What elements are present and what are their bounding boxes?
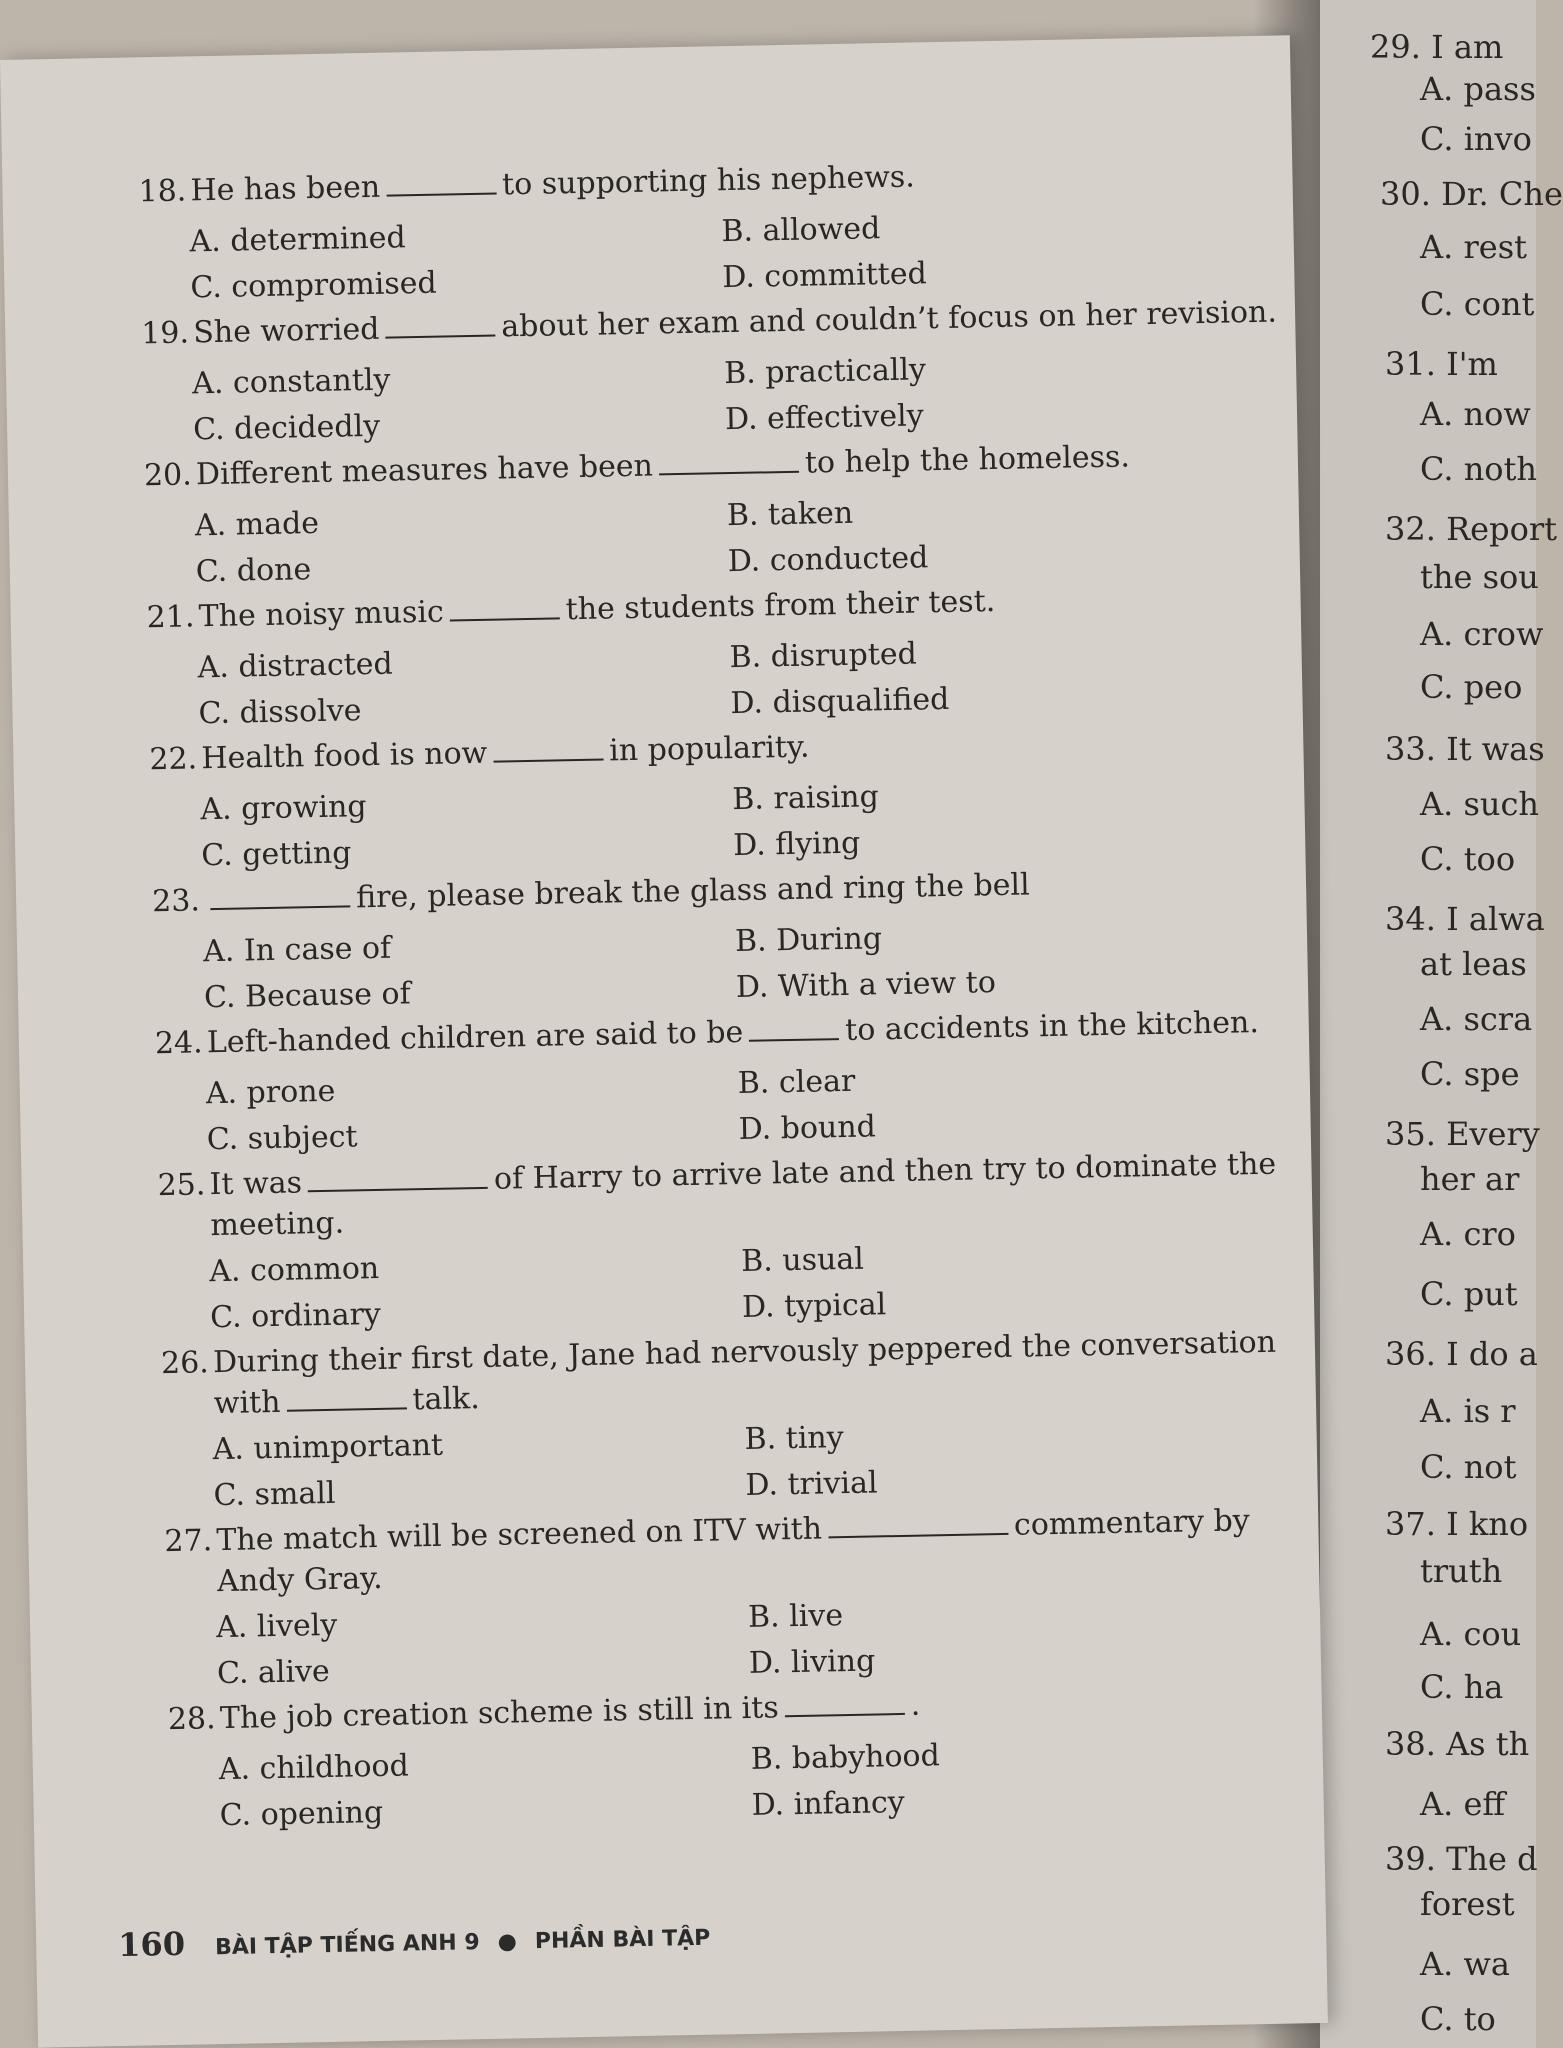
right-page-line: A. rest xyxy=(1420,228,1527,266)
answer-blank[interactable] xyxy=(386,171,496,197)
question-number: 25. xyxy=(157,1167,206,1204)
question-number: 21. xyxy=(146,599,195,636)
question-text: talk. xyxy=(412,1381,481,1418)
right-page-line: C. peo xyxy=(1420,668,1523,706)
option-c[interactable]: C. compromised xyxy=(190,265,437,306)
question-number: 27. xyxy=(164,1523,213,1560)
question-text: The noisy music xyxy=(198,594,445,635)
option-d[interactable]: D. committed xyxy=(721,256,928,296)
right-page-line: her ar xyxy=(1420,1160,1520,1198)
option-b[interactable]: B. practically xyxy=(723,352,927,392)
answer-blank[interactable] xyxy=(385,313,495,339)
question-text: During their first date, Jane had nervously peppered the conversation xyxy=(212,1324,1277,1381)
right-page-line: C. noth xyxy=(1420,450,1538,488)
question-text: Different measures have been xyxy=(195,448,654,493)
question-continuation xyxy=(213,1381,480,1421)
section-title: PHẦN BÀI TẬP xyxy=(534,1925,711,1955)
option-c[interactable]: C. dissolve xyxy=(198,693,362,732)
option-b[interactable]: B. taken xyxy=(726,495,854,534)
bullet-separator: ● xyxy=(497,1929,518,1955)
right-page-line: C. too xyxy=(1420,840,1516,878)
right-page-line: C. spe xyxy=(1420,1055,1520,1093)
right-page-line: C. ha xyxy=(1420,1668,1504,1706)
right-page-line: A. eff xyxy=(1420,1785,1506,1823)
question-text: Left-handed children are said to be xyxy=(206,1014,744,1061)
question-24 xyxy=(154,1005,1260,1062)
right-page-line: the sou xyxy=(1420,558,1539,596)
question-number: 23. xyxy=(151,883,201,920)
option-b[interactable]: B. usual xyxy=(740,1241,865,1279)
option-c[interactable]: C. done xyxy=(195,552,312,590)
option-b[interactable]: B. raising xyxy=(731,779,880,818)
right-page-line: C. to xyxy=(1420,2000,1496,2038)
page-number: 160 xyxy=(117,1924,186,1965)
answer-blank[interactable] xyxy=(493,737,603,763)
question-text: Health food is now xyxy=(201,735,488,777)
question-continuation: Andy Gray. xyxy=(216,1560,383,1600)
right-page-line: 34. I alwa xyxy=(1385,900,1545,938)
option-a[interactable]: A. growing xyxy=(200,789,367,828)
right-page-line: A. pass xyxy=(1420,70,1536,108)
right-page-line: 35. Every xyxy=(1385,1115,1540,1153)
question-28 xyxy=(167,1687,921,1738)
question-text: It was xyxy=(209,1165,303,1203)
question-text: the students from their test. xyxy=(565,583,996,628)
answer-blank[interactable] xyxy=(449,595,559,621)
question-number: 20. xyxy=(143,457,193,494)
option-b[interactable]: B. tiny xyxy=(744,1420,844,1457)
option-a[interactable]: A. childhood xyxy=(218,1748,410,1788)
question-number: 26. xyxy=(160,1345,210,1382)
option-d[interactable]: D. infancy xyxy=(751,1784,906,1823)
option-c[interactable]: C. getting xyxy=(200,835,352,874)
question-number: 24. xyxy=(154,1025,203,1062)
question-text: to supporting his nephews. xyxy=(501,159,916,203)
question-text: The job creation scheme is still in its xyxy=(219,1690,780,1737)
option-c[interactable]: C. ordinary xyxy=(209,1296,382,1336)
right-page-line: 33. It was xyxy=(1385,730,1545,768)
option-a[interactable]: A. common xyxy=(208,1250,380,1290)
question-23 xyxy=(151,867,1031,920)
right-page-line: A. scra xyxy=(1420,1000,1533,1038)
option-d[interactable]: D. flying xyxy=(732,825,861,864)
right-page-line: C. not xyxy=(1420,1448,1517,1486)
question-text: fire, please break the glass and ring the bell xyxy=(355,867,1031,916)
right-page-line: A. now xyxy=(1420,395,1531,433)
right-page-line: C. cont xyxy=(1420,285,1535,323)
right-page-line: 29. I am xyxy=(1370,28,1504,66)
option-c[interactable]: C. Because of xyxy=(203,976,411,1016)
option-a[interactable]: A. constantly xyxy=(191,362,391,402)
question-27 xyxy=(164,1503,1251,1560)
right-page-line: A. such xyxy=(1420,785,1540,823)
right-page-line: truth xyxy=(1420,1552,1503,1590)
option-b[interactable]: B. live xyxy=(747,1598,844,1635)
right-page-line: 32. Report xyxy=(1385,510,1557,548)
option-d[interactable]: D. With a view to xyxy=(735,965,997,1006)
option-a[interactable]: A. determined xyxy=(189,220,406,260)
answer-blank[interactable] xyxy=(210,883,350,910)
answer-blank[interactable] xyxy=(828,1511,1008,1538)
page-footer xyxy=(118,1915,711,1964)
question-text: She worried xyxy=(192,311,380,351)
option-c[interactable]: C. alive xyxy=(216,1653,331,1692)
question-continuation: meeting. xyxy=(210,1205,345,1244)
question-text: . xyxy=(910,1687,921,1723)
option-b[interactable]: B. During xyxy=(734,921,883,960)
answer-blank[interactable] xyxy=(286,1385,406,1411)
question-text: He has been xyxy=(190,169,381,209)
right-page-line: 30. Dr. Che xyxy=(1380,175,1563,213)
question-text: in popularity. xyxy=(608,729,810,769)
option-d[interactable]: D. disqualified xyxy=(730,681,950,722)
right-page-line: 36. I do a xyxy=(1385,1335,1538,1373)
option-d[interactable]: D. typical xyxy=(741,1287,887,1325)
question-number: 22. xyxy=(149,741,198,778)
question-text: of Harry to arrive late and then try to dominate the xyxy=(493,1146,1277,1197)
right-page-line: A. is r xyxy=(1420,1392,1516,1430)
question-text: The match will be screened on ITV with xyxy=(216,1511,823,1559)
option-a[interactable]: A. lively xyxy=(215,1607,338,1646)
option-a[interactable]: A. unimportant xyxy=(212,1427,444,1468)
right-page-line: C. put xyxy=(1420,1275,1518,1313)
answer-blank[interactable] xyxy=(749,1016,839,1042)
answer-blank[interactable] xyxy=(308,1165,488,1192)
question-text: commentary by xyxy=(1013,1503,1251,1543)
option-c[interactable]: C. small xyxy=(213,1475,336,1514)
answer-blank[interactable] xyxy=(784,1691,904,1717)
right-page xyxy=(1320,0,1563,2048)
question-text: about her exam and couldn’t focus on her revision. xyxy=(501,294,1278,345)
right-page-line: 37. I kno xyxy=(1385,1505,1529,1543)
option-a[interactable]: A. In case of xyxy=(202,930,392,970)
option-c[interactable]: C. subject xyxy=(206,1119,358,1158)
question-19 xyxy=(140,294,1278,352)
right-page-line: 39. The d xyxy=(1385,1840,1538,1878)
right-page-line: A. wa xyxy=(1420,1945,1510,1983)
answer-blank[interactable] xyxy=(659,449,799,476)
right-page-line: C. invo xyxy=(1420,120,1532,158)
book-title: BÀI TẬP TIẾNG ANH 9 xyxy=(214,1930,480,1961)
question-22 xyxy=(149,729,810,778)
option-c[interactable]: C. opening xyxy=(219,1794,384,1834)
option-b[interactable]: B. babyhood xyxy=(750,1738,941,1777)
question-number: 19. xyxy=(140,315,190,352)
option-c[interactable]: C. decidedly xyxy=(192,408,381,448)
question-20 xyxy=(143,439,1131,494)
question-text: with xyxy=(213,1384,281,1422)
right-page-line: at leas xyxy=(1420,945,1527,983)
right-page-line: 38. As th xyxy=(1385,1725,1530,1763)
option-b[interactable]: B. disrupted xyxy=(729,636,918,676)
question-21 xyxy=(146,583,996,636)
option-b[interactable]: B. allowed xyxy=(721,211,881,250)
question-26 xyxy=(160,1324,1277,1382)
option-d[interactable]: D. bound xyxy=(738,1109,877,1148)
right-page-line: forest xyxy=(1420,1885,1515,1923)
option-a[interactable]: A. prone xyxy=(205,1073,336,1112)
question-number: 18. xyxy=(138,173,187,210)
right-page-line: 31. I'm xyxy=(1385,345,1498,383)
option-d[interactable]: D. living xyxy=(748,1643,876,1681)
question-number: 28. xyxy=(167,1701,216,1738)
option-b[interactable]: B. clear xyxy=(737,1063,856,1102)
question-text: to help the homeless. xyxy=(804,439,1131,481)
right-page-line: A. crow xyxy=(1420,615,1544,653)
right-page-line: A. cro xyxy=(1420,1215,1516,1253)
question-18 xyxy=(138,159,916,210)
option-d[interactable]: D. effectively xyxy=(724,398,924,438)
option-d[interactable]: D. conducted xyxy=(727,540,929,580)
question-text: to accidents in the kitchen. xyxy=(844,1005,1260,1048)
option-a[interactable]: A. made xyxy=(194,505,320,544)
question-25 xyxy=(157,1146,1277,1204)
option-d[interactable]: D. trivial xyxy=(745,1465,878,1503)
option-a[interactable]: A. distracted xyxy=(197,646,394,686)
right-page-line: A. cou xyxy=(1420,1615,1522,1653)
left-page xyxy=(0,35,1328,2047)
